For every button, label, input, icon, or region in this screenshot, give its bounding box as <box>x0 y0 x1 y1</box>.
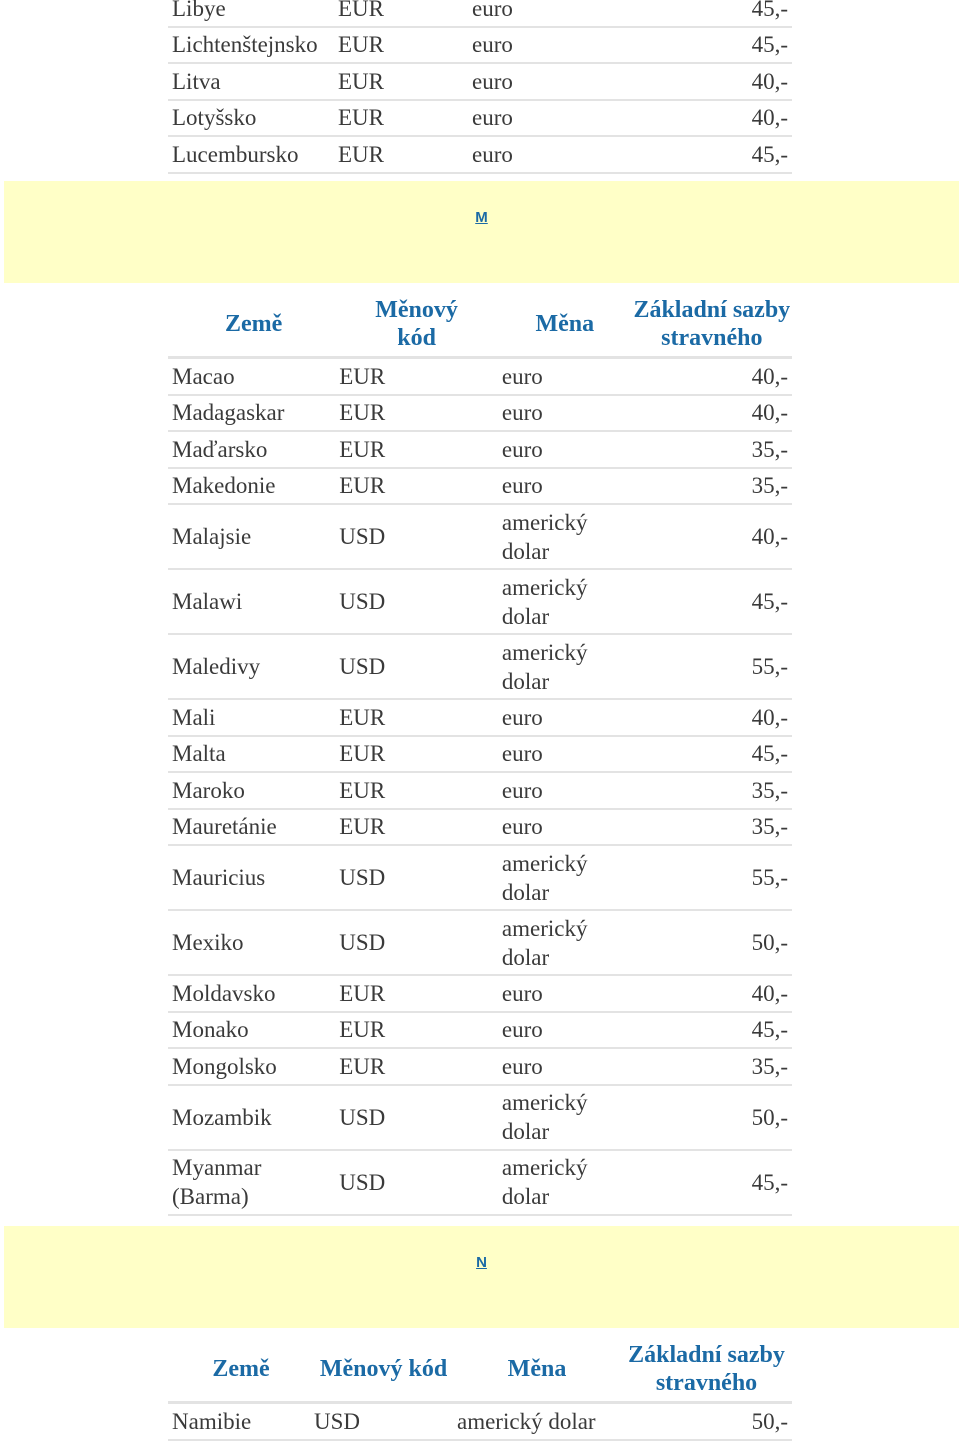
cell-currency: euro <box>468 63 618 100</box>
table-row <box>168 569 792 634</box>
cell-currency: euro <box>468 27 618 64</box>
cell-currency: euro <box>498 975 628 1012</box>
cell-code: EUR <box>335 809 498 846</box>
cell-currency: euro <box>498 1012 628 1049</box>
header-code: Měnový kód <box>335 294 498 358</box>
cell-country: Mauricius <box>168 845 335 910</box>
table-row <box>168 845 792 910</box>
table-row <box>168 634 792 699</box>
cell-rate: 50,- <box>628 1085 792 1150</box>
cell-country: Maroko <box>168 772 335 809</box>
table-section-n <box>168 1339 792 1441</box>
cell-currency: euro <box>468 0 618 27</box>
cell-code: EUR <box>335 431 498 468</box>
cell-currency: euro <box>498 1048 628 1085</box>
cell-code: EUR <box>335 975 498 1012</box>
cell-rate: 35,- <box>628 772 792 809</box>
cell-rate: 35,- <box>628 468 792 505</box>
cell-country: Mexiko <box>168 910 335 975</box>
table-row <box>168 0 792 27</box>
letter-link-n[interactable]: N <box>476 1254 487 1271</box>
cell-currency: euro <box>498 468 628 505</box>
table-row <box>168 975 792 1012</box>
cell-currency: euro <box>498 699 628 736</box>
cell-rate: 35,- <box>628 809 792 846</box>
table-row <box>168 809 792 846</box>
cell-code: EUR <box>335 468 498 505</box>
table-row <box>168 468 792 505</box>
table-row <box>168 736 792 773</box>
table-section-m <box>168 294 792 1216</box>
cell-currency: americký dolar <box>498 910 628 975</box>
cell-country: Mauretánie <box>168 809 335 846</box>
cell-code: EUR <box>335 395 498 432</box>
header-rate: Základní sazby stravného <box>617 1339 792 1403</box>
cell-code: EUR <box>335 772 498 809</box>
cell-code: EUR <box>334 27 468 64</box>
cell-country: Mozambik <box>168 1085 335 1150</box>
cell-code: EUR <box>335 1012 498 1049</box>
table-row <box>168 27 792 64</box>
cell-country: Malajsie <box>168 504 335 569</box>
cell-rate: 45,- <box>618 0 792 27</box>
cell-country: Lotyšsko <box>168 100 334 137</box>
cell-currency: americký dolar <box>498 504 628 569</box>
cell-currency: euro <box>498 772 628 809</box>
cell-currency: americký dolar <box>453 1403 617 1440</box>
cell-rate: 40,- <box>628 699 792 736</box>
cell-country: Maledivy <box>168 634 335 699</box>
cell-code: EUR <box>335 1048 498 1085</box>
table-row <box>168 358 792 395</box>
cell-code: USD <box>335 1150 498 1215</box>
cell-currency: euro <box>468 100 618 137</box>
table-row <box>168 63 792 100</box>
cell-code: USD <box>310 1403 453 1440</box>
cell-rate: 45,- <box>618 136 792 173</box>
cell-currency: euro <box>498 358 628 395</box>
cell-rate: 55,- <box>628 845 792 910</box>
cell-currency: americký dolar <box>498 845 628 910</box>
cell-rate: 40,- <box>628 358 792 395</box>
cell-currency: euro <box>498 809 628 846</box>
cell-rate: 40,- <box>618 100 792 137</box>
table-row <box>168 431 792 468</box>
cell-country: Litva <box>168 63 334 100</box>
cell-code: EUR <box>335 358 498 395</box>
cell-currency: euro <box>498 395 628 432</box>
header-country: Země <box>168 294 335 358</box>
cell-code: EUR <box>334 100 468 137</box>
cell-currency: americký dolar <box>498 569 628 634</box>
cell-country: Moldavsko <box>168 975 335 1012</box>
cell-rate: 45,- <box>628 569 792 634</box>
table-row <box>168 1048 792 1085</box>
cell-code: EUR <box>334 136 468 173</box>
cell-country: Lichtenštejnsko <box>168 27 334 64</box>
cell-code: EUR <box>334 63 468 100</box>
table-row <box>168 1012 792 1049</box>
cell-code: USD <box>335 910 498 975</box>
table-row <box>168 699 792 736</box>
cell-country: Macao <box>168 358 335 395</box>
cell-rate: 35,- <box>628 1048 792 1085</box>
cell-rate: 50,- <box>617 1403 792 1440</box>
cell-currency: americký dolar <box>498 1150 628 1215</box>
cell-currency: euro <box>498 431 628 468</box>
letter-band-m <box>4 181 959 283</box>
cell-country: Libye <box>168 0 334 27</box>
table-row <box>168 136 792 173</box>
cell-rate: 55,- <box>628 634 792 699</box>
cell-country: Lucembursko <box>168 136 334 173</box>
header-rate: Základní sazby stravného <box>628 294 792 358</box>
cell-rate: 40,- <box>618 63 792 100</box>
cell-code: EUR <box>335 736 498 773</box>
table-row <box>168 1150 792 1215</box>
table-header-row <box>168 294 792 358</box>
table-row <box>168 1403 792 1440</box>
cell-rate: 45,- <box>628 1150 792 1215</box>
cell-rate: 40,- <box>628 395 792 432</box>
header-country: Země <box>168 1339 310 1403</box>
cell-country: Namibie <box>168 1403 310 1440</box>
cell-rate: 40,- <box>628 504 792 569</box>
cell-rate: 35,- <box>628 431 792 468</box>
cell-country: Myanmar (Barma) <box>168 1150 335 1215</box>
table-section-l <box>168 0 792 174</box>
letter-link-m[interactable]: M <box>475 209 488 226</box>
cell-rate: 45,- <box>618 27 792 64</box>
cell-code: USD <box>335 569 498 634</box>
cell-currency: euro <box>468 136 618 173</box>
table-row <box>168 772 792 809</box>
header-code: Měnový kód <box>310 1339 453 1403</box>
header-currency: Měna <box>498 294 628 358</box>
cell-country: Madagaskar <box>168 395 335 432</box>
cell-code: USD <box>335 634 498 699</box>
cell-country: Mongolsko <box>168 1048 335 1085</box>
cell-code: USD <box>335 845 498 910</box>
table-header-row <box>168 1339 792 1403</box>
cell-country: Maďarsko <box>168 431 335 468</box>
cell-code: USD <box>335 1085 498 1150</box>
cell-country: Mali <box>168 699 335 736</box>
cell-code: EUR <box>334 0 468 27</box>
cell-rate: 45,- <box>628 1012 792 1049</box>
cell-country: Makedonie <box>168 468 335 505</box>
cell-country: Monako <box>168 1012 335 1049</box>
cell-currency: euro <box>498 736 628 773</box>
cell-code: EUR <box>335 699 498 736</box>
cell-code: USD <box>335 504 498 569</box>
cell-country: Malta <box>168 736 335 773</box>
cell-rate: 50,- <box>628 910 792 975</box>
cell-rate: 40,- <box>628 975 792 1012</box>
header-currency: Měna <box>453 1339 617 1403</box>
table-row <box>168 1085 792 1150</box>
letter-band-n <box>4 1226 959 1328</box>
cell-rate: 45,- <box>628 736 792 773</box>
table-row <box>168 395 792 432</box>
table-row <box>168 100 792 137</box>
table-row <box>168 504 792 569</box>
cell-country: Malawi <box>168 569 335 634</box>
table-row <box>168 910 792 975</box>
cell-currency: americký dolar <box>498 1085 628 1150</box>
cell-currency: americký dolar <box>498 634 628 699</box>
